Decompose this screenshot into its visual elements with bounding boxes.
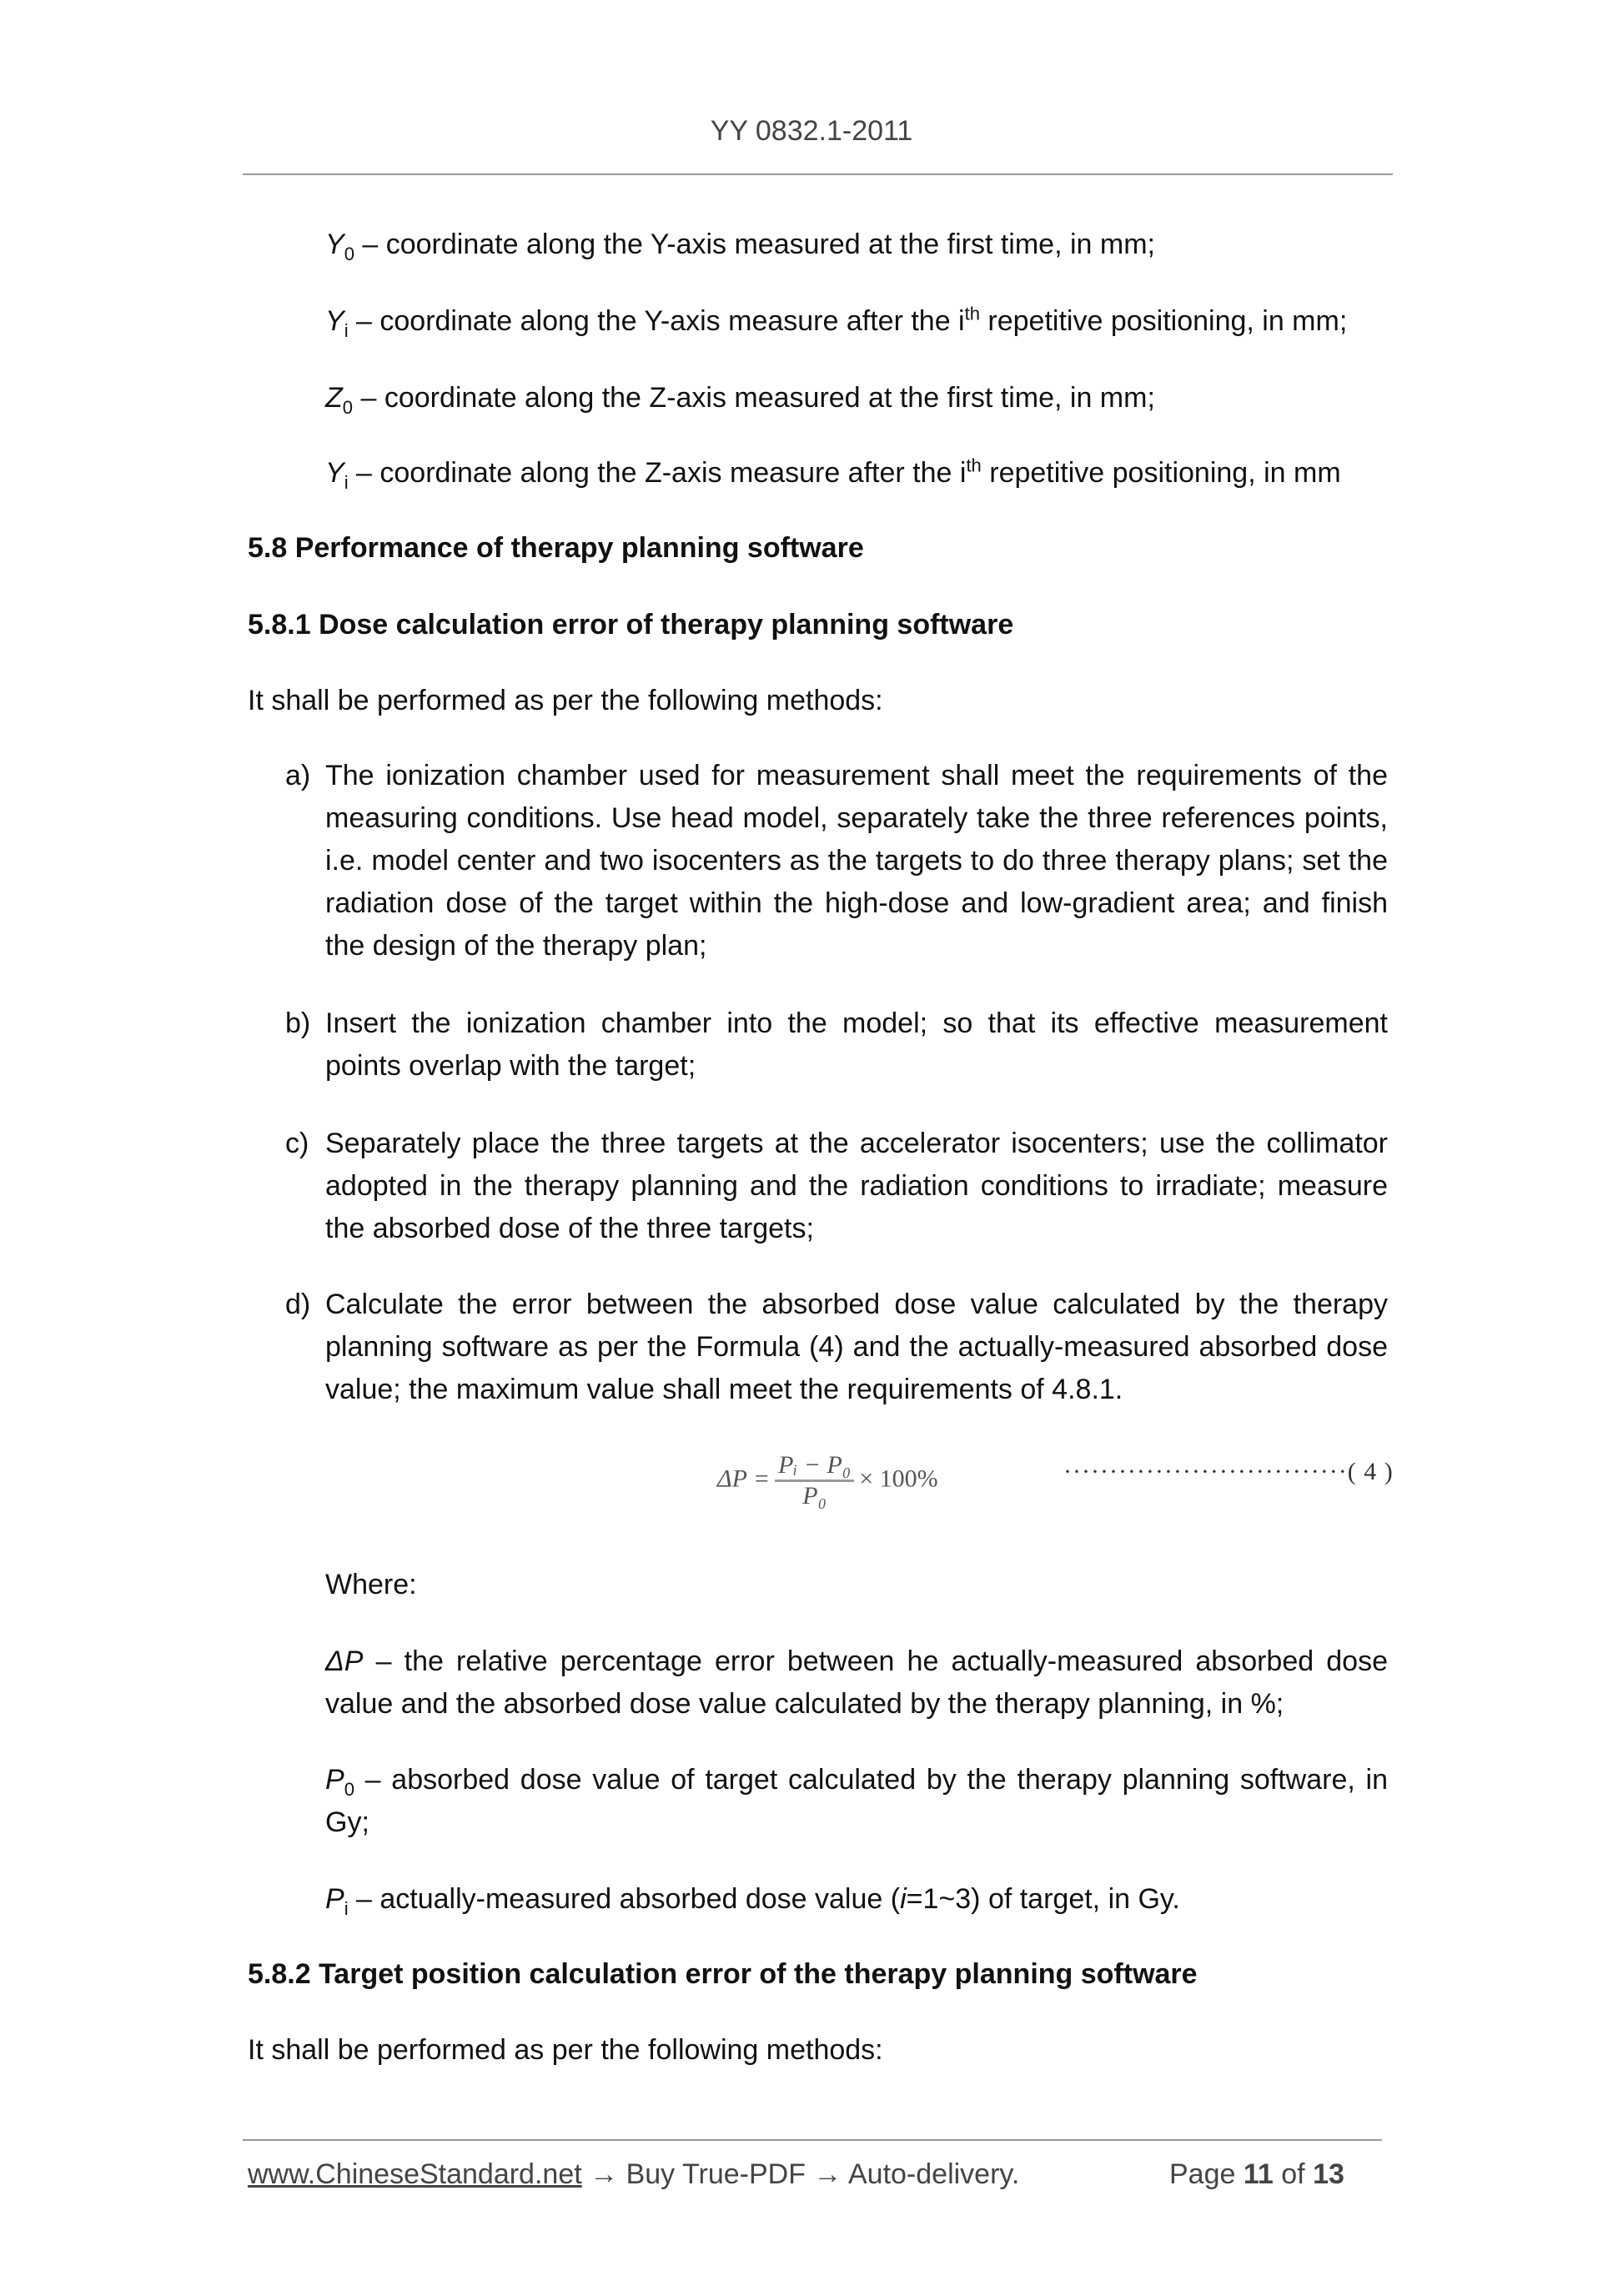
definition-y0: $Y_0$ – coordinate along the Y-axis measured at the first time, in mm; [325,229,1155,264]
formula-number: ·······························( 4 ) [1063,1458,1394,1485]
website-link[interactable]: www.ChineseStandard.net [248,2158,582,2190]
list-item-a: a) The ionization chamber used for measurement shall meet the requirements of the measuring conditions. Use head model, separately take the three references points, i.e. model center and two isocenters as the targets to do three therapy plans; set the radiation dose of the target within the high-dose and low-gradient area; and finish the design of the therapy plan; [285,760,1388,962]
list-item-b: b) Insert the ionization chamber into the model; so that its effective measurement points overlap with the target; [285,1007,1388,1082]
definition-delta-p: ΔP – the relative percentage error between he actually-measured absorbed dose value and the absorbed dose value calculated by the therapy planning, in %; [325,1645,1388,1720]
section-heading-5-8-1: 5.8.1 Dose calculation error of therapy planning software [248,609,1014,641]
where-label: Where: [325,1569,417,1600]
definition-zi: $Y_i$ – coordinate along the Z-axis measure after the $i^{th}$ repetitive positioning, in mm [325,455,1341,493]
footer-left: www.ChineseStandard.net → Buy True-PDF → Auto-delivery. [248,2158,1020,2190]
intro-paragraph-2: It shall be performed as per the following methods: [248,2034,883,2066]
list-item-c: c) Separately place the three targets at the accelerator isocenters; use the collimator adopted in the therapy planning and the radiation conditions to irradiate; measure the absorbed dose of the three targets; [285,1128,1388,1244]
footer-divider [243,2139,1382,2141]
definition-yi: $Y_i$ – coordinate along the Y-axis measure after the $i^{th}$ repetitive positioning, in mm; [325,303,1348,341]
document-header: YY 0832.1-2011 [710,115,913,147]
section-heading-5-8: 5.8 Performance of therapy planning software [248,532,864,564]
page-number: Page 11 of 13 [1169,2158,1344,2190]
formula-4: ΔP = $\frac{\text{Pᵢ − P₀}}{\text{P₀}}$ × 100% [717,1451,938,1510]
definition-z0: $Z_0$ – coordinate along the Z-axis measured at the first time, in mm; [325,382,1155,418]
intro-paragraph: It shall be performed as per the following methods: [248,685,883,716]
definition-p0: $P_0$ – absorbed dose value of target calculated by the therapy planning software, in Gy; [325,1764,1388,1838]
header-divider [243,173,1393,175]
section-heading-5-8-2: 5.8.2 Target position calculation error of the therapy planning software [248,1958,1198,1990]
list-item-d: d) Calculate the error between the absorbed dose value calculated by the therapy planning software as per the Formula (4) and the actually-measured absorbed dose value; the maximum value shall meet the requirements of 4.8.1. [285,1289,1388,1405]
definition-pi: $P_i$ – actually-measured absorbed dose value (i=1~3) of target, in Gy. [325,1883,1180,1919]
